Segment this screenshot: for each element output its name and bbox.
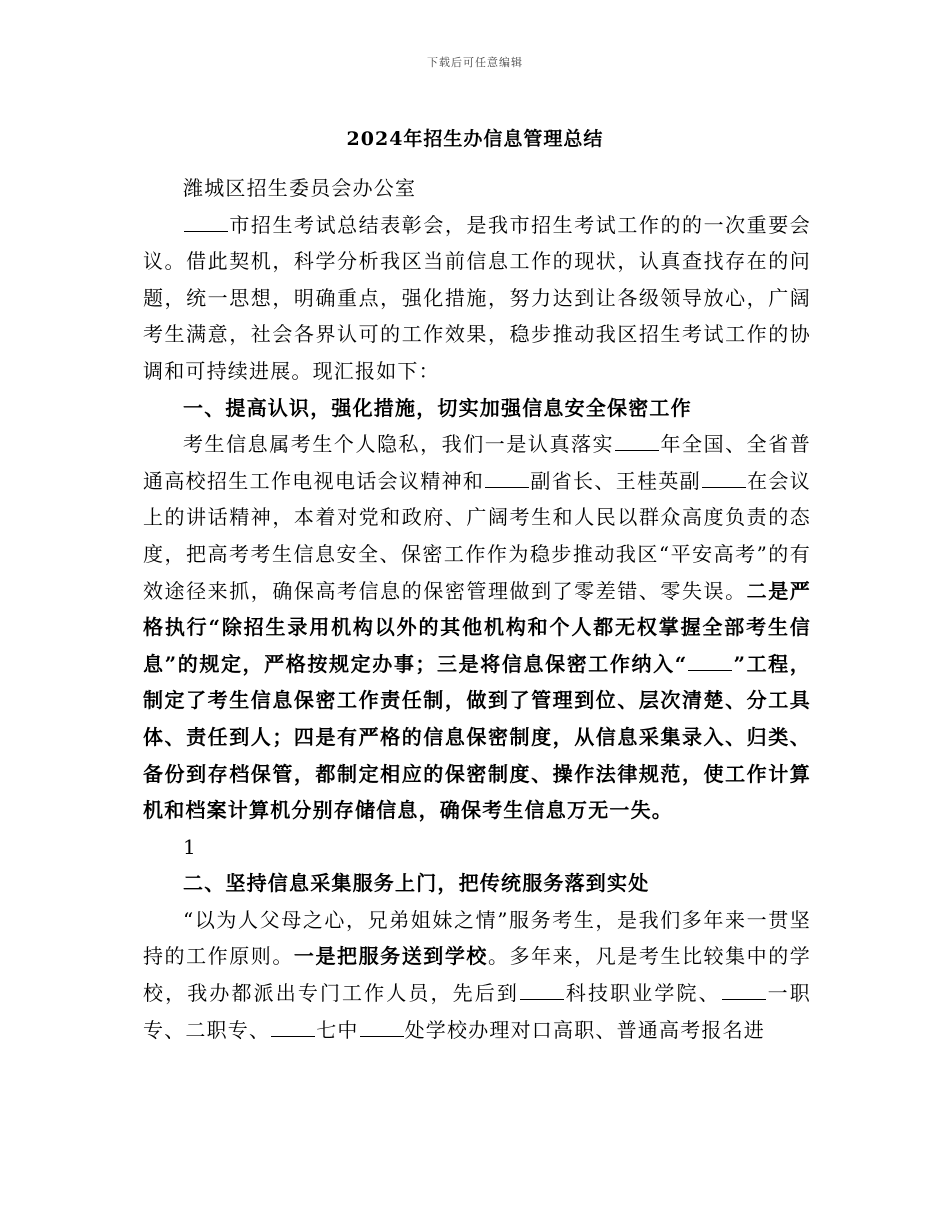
s1-text-1: 考生信息属考生个人隐私，我们一是认真落实 xyxy=(183,432,615,457)
s1-text-3: 副省长、王桂英副 xyxy=(530,468,701,493)
section-2-heading: 二、坚持信息采集服务上门，把传统服务落到实处 xyxy=(183,871,650,896)
s2-text-2: 。多年来，凡是考生比较集中的学校，我办都派出专门工作人员，先后到 xyxy=(143,944,811,1006)
s2-text-5: 七中 xyxy=(316,1017,359,1042)
blank-underline xyxy=(688,651,732,671)
section-1-paragraph xyxy=(143,426,811,829)
document-body xyxy=(143,170,811,1048)
s2-text-4: 一职专、二职专、 xyxy=(143,981,812,1042)
s1-text-2: 年全国、全省普通高校招生工作电视电话会议精神和 xyxy=(143,432,811,493)
blank-underline xyxy=(722,980,766,1000)
page-number: 1 xyxy=(183,834,197,859)
s2-text-3: 科技职业学院、 xyxy=(565,981,721,1006)
section-1-heading: 一、提高认识，强化措施，切实加强信息安全保密工作 xyxy=(183,395,692,420)
s1-bold-1: 二是严格执行“除招生录用机构以外的其他机构和个人都无权掌握全部考生信息”的规定，严格按规定办事；三是将信息保密工作纳入“ xyxy=(143,578,811,676)
intro-paragraph xyxy=(143,207,811,390)
blank-underline xyxy=(520,980,564,1000)
organization-line: 潍城区招生委员会办公室 xyxy=(183,176,417,200)
blank-underline xyxy=(702,468,746,488)
s1-bold-2: ”工程，制定了考生信息保密工作责任制，做到了管理到位、层次清楚、分工具体、责任到人；四是有严格的信息保密制度，从信息采集录入、归类、备份到存档保管，都制定相应的保密制度、操作法律规范，使工作计算机和档案计算机分别存储信息，确保考生信息万无一失。 xyxy=(143,651,811,823)
blank-underline xyxy=(271,1017,315,1037)
intro-text: 市招生考试总结表彰会，是我市招生考试工作的的一次重要会议。借此契机，科学分析我区当前信息工作的现状，认真查找存在的问题，统一思想，明确重点，强化措施，努力达到让各级领导放心，广阔考生满意，社会各界认可的工作效果，稳步推动我区招生考试工作的协调和可持续进展。现汇报如下： xyxy=(143,212,811,383)
blank-underline xyxy=(615,431,659,451)
s2-text-1: “以为人父母之心，兄弟姐妹之情”服务考生，是我们多年来一贯坚持的工作原则。 xyxy=(143,907,811,969)
s2-text-6: 处学校办理对口高职、普通高考报名进 xyxy=(404,1017,766,1042)
s2-bold-1: 一是把服务送到学校 xyxy=(293,944,488,969)
blank-underline xyxy=(485,468,529,488)
document-title: 2024年招生办信息管理总结 xyxy=(346,128,604,150)
blank-underline xyxy=(184,212,228,232)
page-header-note: 下载后可任意编辑 xyxy=(427,56,523,69)
blank-underline xyxy=(360,1017,404,1037)
section-2-paragraph xyxy=(143,902,811,1048)
s1-text-4: 在会议上的讲话精神，本着对党和政府、广阔考生和人民以群众高度负责的态度，把高考考生信息安全、保密工作作为稳步推动我区“平安高考”的有效途径来抓，确保高考信息的保密管理做到了零差错、零失误。 xyxy=(143,468,811,603)
